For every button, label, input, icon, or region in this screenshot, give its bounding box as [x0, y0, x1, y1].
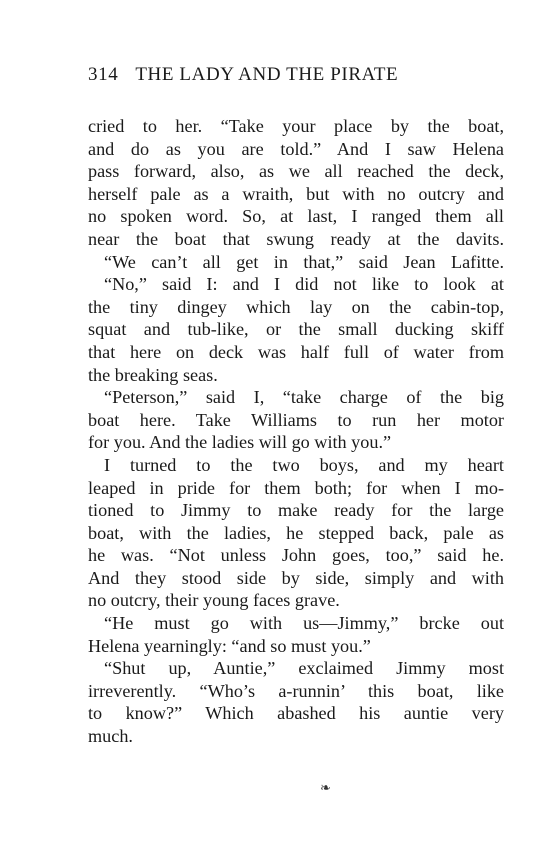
text-line: boat here. Take Williams to run her motor [88, 409, 504, 430]
text-line: he was. “Not unless John goes, too,” said he. [88, 545, 504, 566]
text-line: “Shut up, Auntie,” exclaimed Jimmy most [104, 658, 504, 679]
text-line: near the boat that swung ready at the davits. [88, 228, 504, 249]
printer-mark-icon: ❧ [320, 780, 331, 795]
text-line: I turned to the two boys, and my heart [104, 454, 504, 475]
text-line: much. [88, 726, 133, 747]
page-body [88, 115, 504, 748]
text-line: “No,” said I: and I did not like to look at [104, 274, 504, 295]
text-line: And they stood side by side, simply and with [88, 567, 504, 588]
text-line: to know?” Which abashed his auntie very [88, 703, 504, 724]
text-line: for you. And the ladies will go with you.” [88, 432, 392, 453]
text-line: no outcry, their young faces grave. [88, 590, 340, 611]
text-line: that here on deck was half full of water from [88, 341, 504, 362]
text-line: “We can’t all get in that,” said Jean Lafitte. [104, 251, 504, 272]
text-line: cried to her. “Take your place by the boat, [88, 116, 504, 136]
running-title: THE LADY AND THE PIRATE [135, 64, 399, 85]
text-line: the tiny dingey which lay on the cabin-top, [88, 296, 504, 317]
running-header [88, 64, 398, 86]
text-line: leaped in pride for them both; for when I mo- [88, 477, 504, 498]
text-line: no spoken word. So, at last, I ranged them all [88, 206, 504, 227]
page-number: 314 [88, 64, 119, 85]
text-line: pass forward, also, as we all reached the deck, [88, 161, 504, 182]
text-line: herself pale as a wraith, but with no outcry and [88, 183, 504, 204]
text-line: tioned to Jimmy to make ready for the large [88, 500, 504, 521]
text-line: squat and tub-like, or the small ducking skiff [88, 319, 504, 340]
text-line: Helena yearningly: “and so must you.” [88, 635, 371, 656]
text-line: “Peterson,” said I, “take charge of the big [104, 387, 504, 408]
text-line: the breaking seas. [88, 364, 218, 385]
text-line: boat, with the ladies, he stepped back, pale as [88, 522, 504, 543]
text-line: “He must go with us—Jimmy,” brcke out [104, 613, 504, 634]
text-line: and do as you are told.” And I saw Helena [88, 138, 504, 159]
text-line: irreverently. “Who’s a-runnin’ this boat, like [88, 680, 504, 701]
